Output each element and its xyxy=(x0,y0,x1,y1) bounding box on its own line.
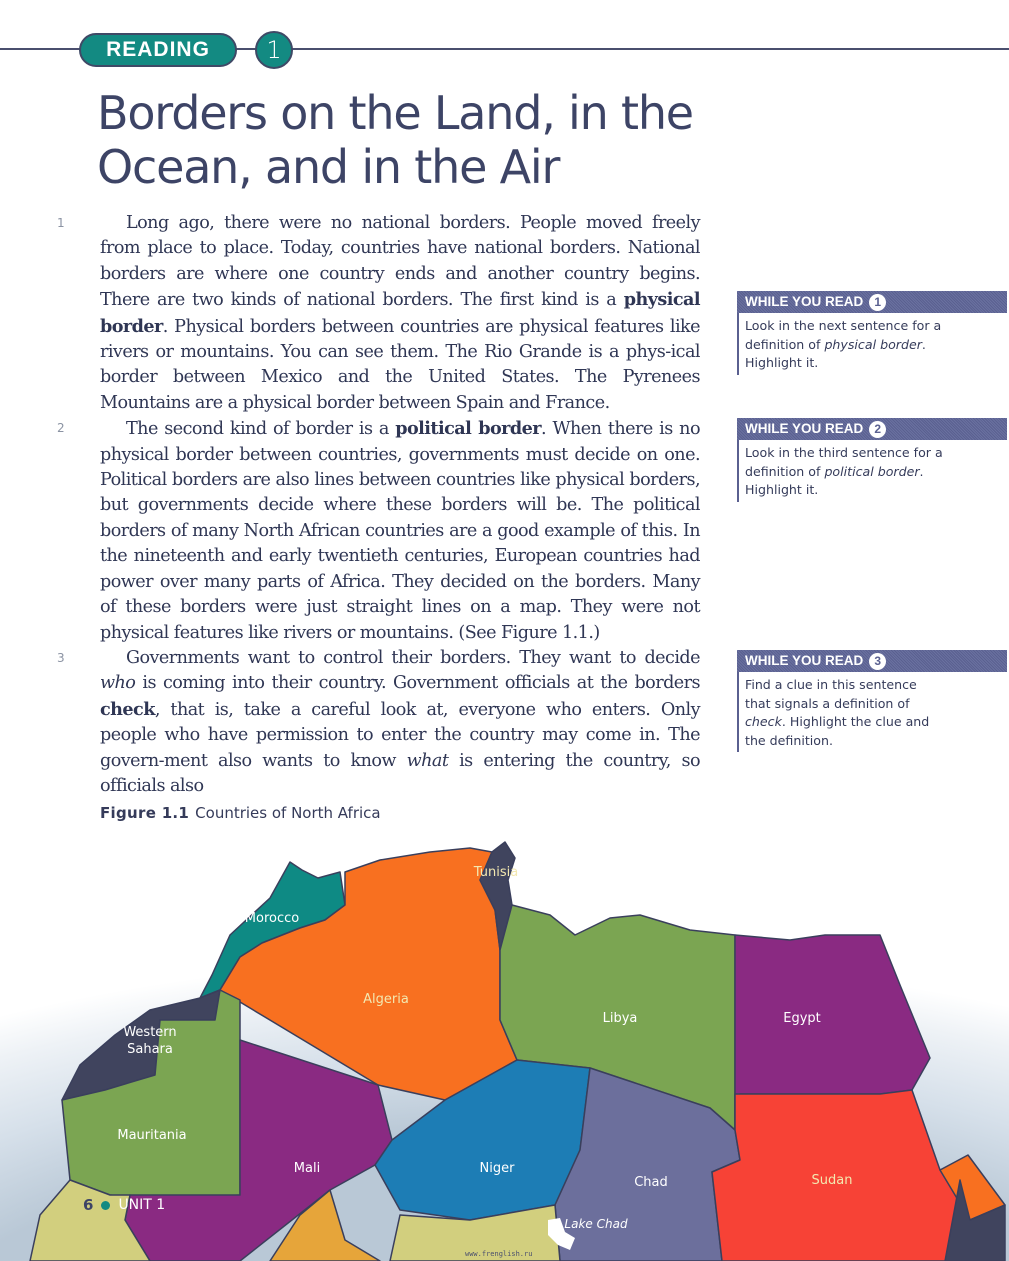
text-italic: political border xyxy=(824,463,920,479)
text-run: Find a clue in this sentence that signals a definition of xyxy=(745,677,917,711)
reading-section-badge: READING xyxy=(79,33,237,67)
paragraph-number: 2 xyxy=(57,421,65,436)
while-you-read-box-3 xyxy=(737,650,1007,752)
label-algeria: Algeria xyxy=(363,992,409,1007)
text-italic: check xyxy=(745,714,782,729)
label-western-sahara: Western Sahara xyxy=(123,1025,177,1057)
watermark: www.frenglish.ru xyxy=(465,1250,533,1258)
text-run: is coming into their country. Government officials at the borders xyxy=(135,673,700,694)
paragraph-3 xyxy=(57,646,701,799)
paragraph-number: 1 xyxy=(57,216,65,230)
label-lake-chad: Lake Chad xyxy=(564,1217,628,1231)
text-bold: check xyxy=(100,698,155,720)
while-you-read-number: 2 xyxy=(869,421,886,438)
while-you-read-label: WHILE YOU READ xyxy=(745,653,864,668)
paragraph-text xyxy=(100,419,700,642)
while-you-read-number: 1 xyxy=(869,294,886,311)
text-run: . Highlight the clue and the definition. xyxy=(745,714,930,748)
figure-caption xyxy=(100,804,381,822)
page-number: 6 xyxy=(83,1196,94,1214)
while-you-read-text xyxy=(737,313,945,375)
label-mauritania: Mauritania xyxy=(117,1128,187,1143)
while-you-read-header xyxy=(737,291,1007,313)
text-run: Governments want to control their borders. They want to decide xyxy=(126,647,700,668)
paragraph-number: 3 xyxy=(57,650,65,665)
text-run: . When there is no physical border between countries, governments must decide on one. Political borders are also lines between countries like physical borders, but governments decide where these borders will be. The political borders of many North African countries are a good example of this. In the nineteenth and early twentieth centuries, European countries had power over many parts of Africa. They decided on the borders. Many of these borders were just straight lines on a map. They were not physical features like rivers or mountains. (See Figure 1.1.) xyxy=(100,419,700,643)
title-line-2: Ocean, and in the Air xyxy=(97,140,560,194)
bullet-dot-icon xyxy=(101,1201,110,1210)
text-run: , that is, take a careful look at, everyone who enters. Only people who have permission to enter the country may come in. The govern-ment also wants to know xyxy=(100,699,700,771)
label-morocco: Morocco xyxy=(244,911,300,926)
text-run: . Physical borders between countries are physical features like rivers or mountains. You can see them. The Rio Grande is a phys-ical border between Mexico and the United States. The Pyrenees Mountains are a physical border between Spain and France. xyxy=(100,316,700,413)
label-egypt: Egypt xyxy=(783,1011,821,1026)
label-niger: Niger xyxy=(479,1161,515,1176)
reading-body xyxy=(57,211,701,799)
figure-caption-text: Countries of North Africa xyxy=(195,804,381,822)
while-you-read-box-2 xyxy=(737,418,1007,502)
figure-label: Figure 1.1 xyxy=(100,804,190,822)
while-you-read-header xyxy=(737,650,1007,672)
text-run: . Highlight it. xyxy=(745,336,926,370)
paragraph-2 xyxy=(57,416,700,646)
text-run: is entering the country, so officials also xyxy=(100,750,701,796)
label-sudan: Sudan xyxy=(811,1173,853,1188)
text-italic: what xyxy=(406,750,449,771)
text-run: Long ago, there were no national borders. People moved freely from place to place. Today, countries have national borders. National borders are where one country ends and another country begins. There are two kinds of national borders. The first kind is a xyxy=(100,213,700,311)
while-you-read-label: WHILE YOU READ xyxy=(745,421,864,436)
text-run: Look in the next sentence for a definition of xyxy=(745,318,942,352)
text-italic: who xyxy=(100,673,136,694)
paragraph-text xyxy=(100,648,700,796)
text-run: . Highlight it. xyxy=(745,463,924,497)
title-line-1: Borders on the Land, in the xyxy=(97,86,693,140)
text-bold: political border xyxy=(395,418,542,440)
reading-number-badge: 1 xyxy=(255,31,293,69)
page-footer xyxy=(83,1196,165,1214)
label-libya: Libya xyxy=(602,1011,638,1026)
while-you-read-text xyxy=(737,440,945,502)
label-tunisia: Tunisia xyxy=(473,865,519,880)
while-you-read-number: 3 xyxy=(869,653,886,670)
while-you-read-header xyxy=(737,418,1007,440)
while-you-read-label: WHILE YOU READ xyxy=(745,294,864,309)
paragraph-1 xyxy=(57,211,700,416)
while-you-read-box-1 xyxy=(737,291,1007,375)
unit-label: UNIT 1 xyxy=(118,1197,166,1213)
text-run: The second kind of border is a xyxy=(126,419,396,440)
label-mali: Mali xyxy=(293,1161,321,1176)
text-italic: physical border xyxy=(824,336,922,352)
text-run: Look in the third sentence for a definition of xyxy=(745,445,943,479)
page-title xyxy=(97,86,737,194)
label-chad: Chad xyxy=(634,1175,668,1190)
while-you-read-text xyxy=(737,672,945,752)
paragraph-text xyxy=(100,213,700,413)
text-bold: physical border xyxy=(100,289,700,337)
